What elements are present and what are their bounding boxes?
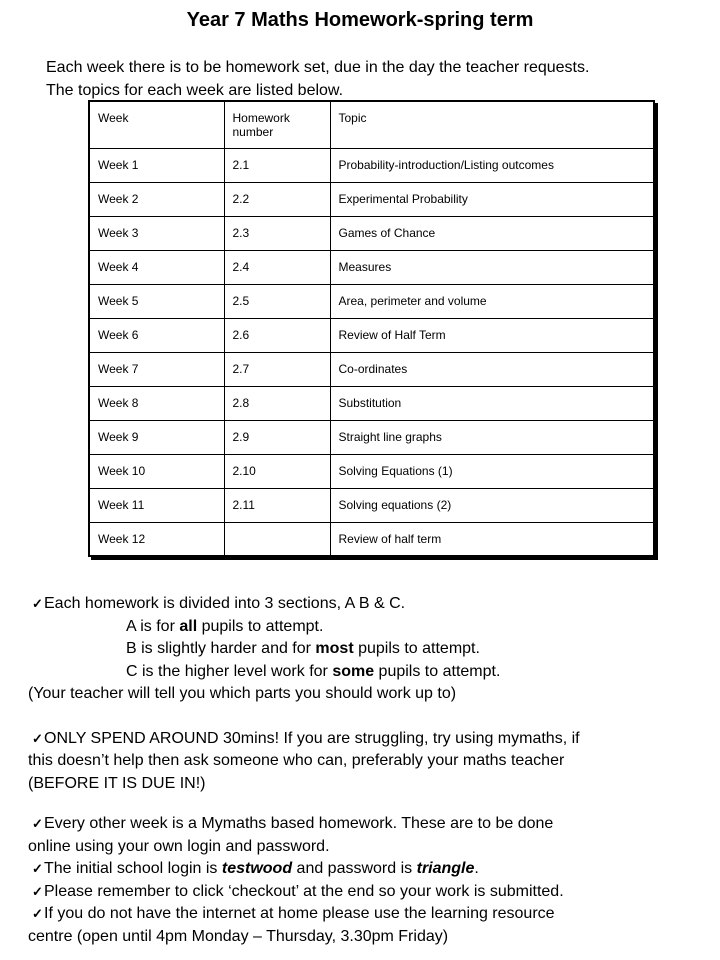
homework-number-cell: 2.1 [224,148,330,182]
homework-notes [28,593,708,948]
table-row [89,148,654,182]
header-week: Week [89,101,224,148]
homework-number-cell: 2.9 [224,420,330,454]
week-cell: Week 7 [89,352,224,386]
note-internet-line-2: centre (open until 4pm Monday – Thursday, 3.30pm Friday) [28,927,449,945]
week-cell: Week 12 [89,522,224,556]
note-sections: ✓Each homework is divided into 3 sections, A B & C. [28,593,708,616]
table-row [89,216,654,250]
week-cell: Week 2 [89,182,224,216]
topic-cell: Review of Half Term [330,318,654,352]
parts-note: (Your teacher will tell you which parts you should work up to) [28,685,457,702]
week-cell: Week 8 [89,386,224,420]
week-cell: Week 11 [89,488,224,522]
table-row [89,420,654,454]
topic-cell: Review of half term [330,522,654,556]
section-c-text: C is the higher level work for some pupils to attempt. [126,662,501,680]
week-cell: Week 5 [89,284,224,318]
table-row [89,522,654,556]
table-row [89,488,654,522]
table-row [89,352,654,386]
note-checkout: ✓Please remember to click ‘checkout’ at the end so your work is submitted. [28,881,708,904]
topic-cell: Solving Equations (1) [330,454,654,488]
homework-number-cell: 2.11 [224,488,330,522]
section-a-text: A is for all pupils to attempt. [126,617,324,635]
intro-line-1: Each week there is to be homework set, due in the day the teacher requests. [46,59,590,76]
week-cell: Week 1 [89,148,224,182]
homework-number-cell: 2.7 [224,352,330,386]
note-mymaths-line-2: online using your own login and password. [28,837,330,855]
check-mark-icon: ✓ [32,596,43,611]
topic-cell: Measures [330,250,654,284]
topic-cell: Probability-introduction/Listing outcomes [330,148,654,182]
topic-cell: Co-ordinates [330,352,654,386]
week-cell: Week 9 [89,420,224,454]
check-mark-icon: ✓ [32,730,43,746]
intro-text [46,56,706,102]
week-cell: Week 3 [89,216,224,250]
page-title: Year 7 Maths Homework-spring term [186,9,534,31]
homework-number-cell: 2.6 [224,318,330,352]
note-internet: ✓If you do not have the internet at home please use the learning resource [28,903,708,926]
header-homework-number: Homework number [224,101,330,148]
check-mark-icon: ✓ [32,883,43,899]
homework-number-cell: 2.8 [224,386,330,420]
check-mark-icon: ✓ [32,816,43,831]
table-row [89,318,654,352]
table-row [89,386,654,420]
topic-cell: Games of Chance [330,216,654,250]
table-row [89,182,654,216]
topic-cell: Substitution [330,386,654,420]
password-value: triangle [416,860,475,877]
homework-number-cell [224,522,330,556]
topic-cell: Area, perimeter and volume [330,284,654,318]
homework-number-cell: 2.10 [224,454,330,488]
table-header-row [89,101,654,148]
homework-number-cell: 2.5 [224,284,330,318]
note-time-limit-line-2: this doesn’t help then ask someone who can, preferably your maths teacher [28,752,565,769]
section-b-text: B is slightly harder and for most pupils to attempt. [126,640,480,657]
table-row [89,284,654,318]
login-value: testwood [221,860,293,877]
homework-number-cell: 2.3 [224,216,330,250]
table-row [89,454,654,488]
topic-cell: Solving equations (2) [330,488,654,522]
note-time-limit-line-3: (BEFORE IT IS DUE IN!) [28,774,206,792]
week-cell: Week 6 [89,318,224,352]
table-row [89,250,654,284]
homework-table [88,100,655,557]
topic-cell: Straight line graphs [330,420,654,454]
note-time-limit: ✓ONLY SPEND AROUND 30mins! If you are struggling, try using mymaths, if [28,728,708,751]
week-cell: Week 10 [89,454,224,488]
note-mymaths: ✓Every other week is a Mymaths based homework. These are to be done [28,813,708,836]
topic-cell: Experimental Probability [330,182,654,216]
intro-line-2: The topics for each week are listed below. [46,82,344,99]
week-cell: Week 4 [89,250,224,284]
homework-number-cell: 2.4 [224,250,330,284]
check-mark-icon: ✓ [32,906,43,921]
check-mark-icon: ✓ [32,861,43,876]
note-login: ✓The initial school login is testwood and password is triangle. [28,858,708,881]
header-topic: Topic [330,101,654,148]
homework-number-cell: 2.2 [224,182,330,216]
